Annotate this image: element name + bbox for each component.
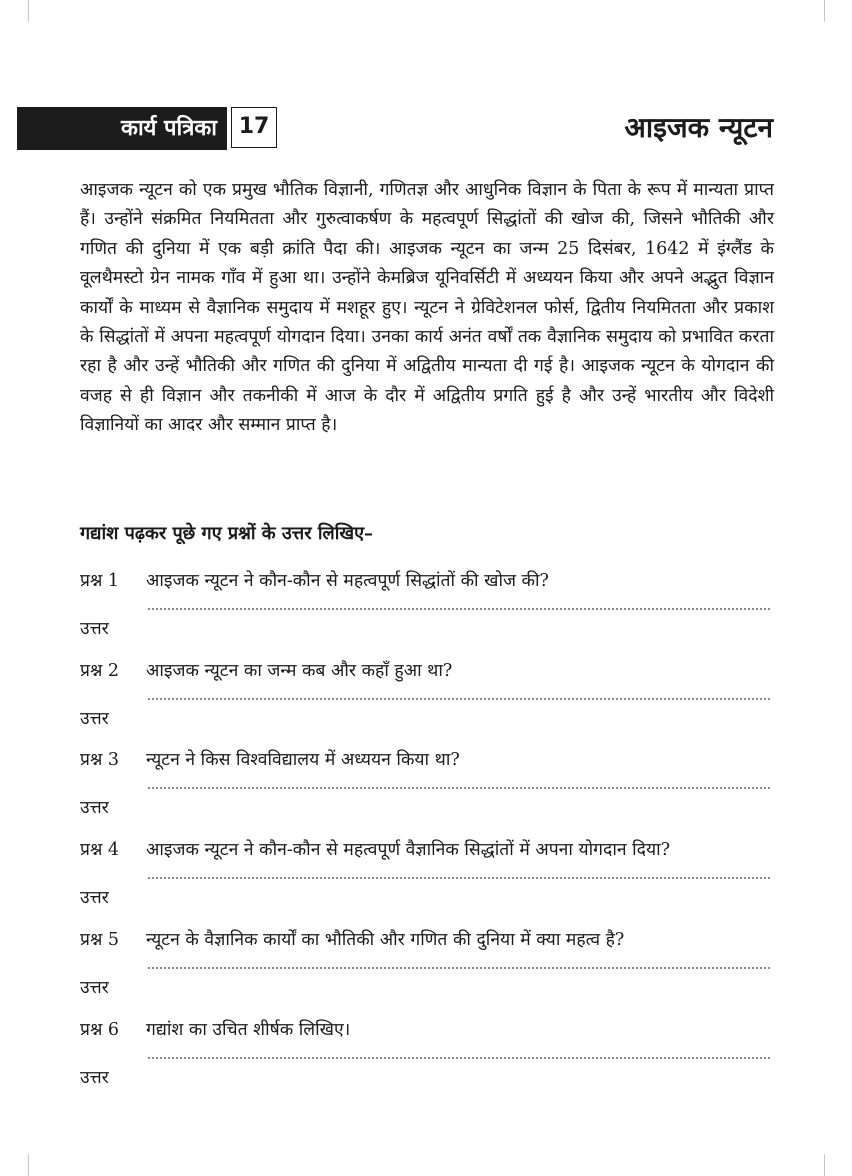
question-block xyxy=(80,837,780,927)
question-line xyxy=(80,837,670,863)
question-label: प्रश्न 2 xyxy=(80,661,120,681)
question-line xyxy=(80,658,452,684)
question-text: आइजक न्यूटन ने कौन-कौन से महत्वपूर्ण सिद्धांतों की खोज की? xyxy=(146,571,549,591)
question-block xyxy=(80,927,780,1017)
question-text: न्यूटन ने किस विश्वविद्यालय में अध्ययन किया था? xyxy=(146,750,460,770)
answer-line[interactable] xyxy=(148,698,770,700)
question-line xyxy=(80,1017,350,1043)
question-line xyxy=(80,568,549,594)
answer-line[interactable] xyxy=(148,877,770,879)
question-label: प्रश्न 3 xyxy=(80,750,120,770)
question-text: न्यूटन के वैज्ञानिक कार्यों का भौतिकी और गणित की दुनिया में क्या महत्व है? xyxy=(146,930,625,950)
question-label: प्रश्न 5 xyxy=(80,930,120,950)
question-block xyxy=(80,1017,780,1107)
crop-mark xyxy=(824,0,825,22)
question-line xyxy=(80,747,460,773)
question-label: प्रश्न 6 xyxy=(80,1020,120,1040)
worksheet-header xyxy=(17,106,835,150)
question-block xyxy=(80,747,780,837)
question-text: आइजक न्यूटन ने कौन-कौन से महत्वपूर्ण वैज्ञानिक सिद्धांतों में अपना योगदान दिया? xyxy=(146,840,671,860)
answer-label: उत्तर xyxy=(80,709,109,729)
question-text: आइजक न्यूटन का जन्म कब और कहाँ हुआ था? xyxy=(146,661,453,681)
answer-label: उत्तर xyxy=(80,888,109,908)
question-block xyxy=(80,658,780,748)
instruction-heading: गद्यांश पढ़कर पूछे गए प्रश्नों के उत्तर लिखिए– xyxy=(80,523,374,544)
page-title: आइजक न्यूटन xyxy=(624,111,773,144)
passage-text: आइजक न्यूटन को एक प्रमुख भौतिक विज्ञानी, गणितज्ञ और आधुनिक विज्ञान के पिता के रूप में मान्यता प्राप्त हैं। उन्होंने संक्रमित नियमितता और गुरुत्वाकर्षण के महत्वपूर्ण सिद्धांतों की खोज की, जिसने भौतिकी और गणित की दुनिया में एक बड़ी क्रांति पैदा की। आइजक न्यूटन का जन्म 25 दिसंबर, 1642 में इंग्लैंड के वूलथैमस्टो ग्रेन नामक गाँव में हुआ था। उन्होंने केमब्रिज यूनिवर्सिटी में अध्ययन किया और अपने अद्भुत विज्ञान कार्यों के माध्यम से वैज्ञानिक समुदाय में मशहूर हुए। न्यूटन ने ग्रेविटेशनल फोर्स, द्वितीय नियमितता और प्रकाश के सिद्धांतों में अपना महत्वपूर्ण योगदान दिया। उनका कार्य अनंत वर्षों तक वैज्ञानिक समुदाय को प्रभावित करता रहा है और उन्हें भौतिकी और गणित की दुनिया में अद्वितीय मान्यता दी गई है। आइजक न्यूटन के योगदान की वजह से ही विज्ञान और तकनीकी में आज के दौर में अद्वितीय प्रगति हुई है और उन्हें भारतीय और विदेशी विज्ञानियों का आदर और सम्मान प्राप्त है। xyxy=(80,180,774,436)
worksheet-number: 17 xyxy=(231,107,277,148)
question-label: प्रश्न 1 xyxy=(80,571,120,591)
question-text: गद्यांश का उचित शीर्षक लिखिए। xyxy=(146,1020,351,1040)
question-line xyxy=(80,927,624,953)
answer-line[interactable] xyxy=(148,967,770,969)
answer-label: उत्तर xyxy=(80,1068,109,1088)
crop-mark xyxy=(824,1154,825,1176)
crop-mark xyxy=(28,1154,29,1176)
answer-line[interactable] xyxy=(148,1057,770,1059)
crop-mark xyxy=(28,0,29,22)
answer-label: उत्तर xyxy=(80,978,109,998)
answer-line[interactable] xyxy=(148,787,770,789)
question-block xyxy=(80,568,780,658)
answer-label: उत्तर xyxy=(80,619,109,639)
worksheet-label: कार्य पत्रिका xyxy=(17,107,227,150)
answer-label: उत्तर xyxy=(80,798,109,818)
answer-line[interactable] xyxy=(148,608,770,610)
question-label: प्रश्न 4 xyxy=(80,840,120,860)
